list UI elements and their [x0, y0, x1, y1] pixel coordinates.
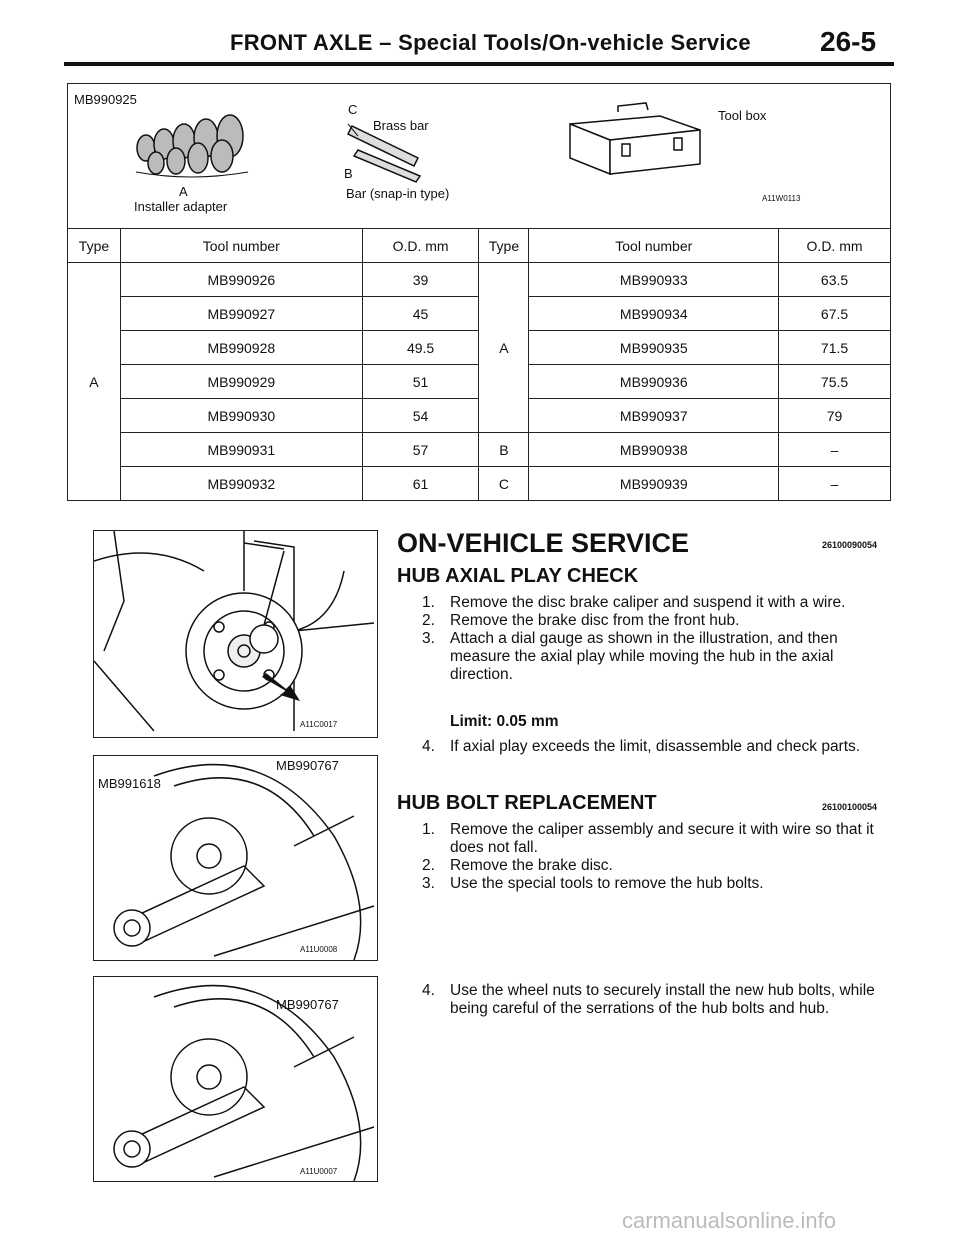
tool-number-cell: MB990937 — [529, 399, 779, 433]
fig2-code: A11U0008 — [300, 945, 338, 954]
header-tool-number: Tool number — [120, 229, 362, 263]
tools-figure-code: A11W0113 — [762, 194, 801, 203]
tool-size-table — [67, 228, 891, 501]
tool-number-cell: MB990927 — [120, 297, 362, 331]
type-cell: C — [479, 467, 529, 501]
od-cell: 67.5 — [779, 297, 891, 331]
tool-number-cell: MB990928 — [120, 331, 362, 365]
hub-bolt-install-figure — [93, 976, 378, 1182]
hub-axial-play-title: HUB AXIAL PLAY CHECK — [397, 565, 639, 587]
hub-bolt-replacement-code: 26100100054 — [822, 802, 878, 812]
hub-bolt-replacement-steps — [422, 821, 894, 893]
bar-letter: B — [344, 166, 353, 181]
od-cell: 39 — [362, 263, 479, 297]
list-item — [422, 875, 894, 893]
tool-box-illustration — [550, 98, 710, 178]
step-number: 4. — [422, 738, 435, 755]
tool-number-cell: MB990935 — [529, 331, 779, 365]
tool-number-cell: MB990931 — [120, 433, 362, 467]
list-item — [422, 982, 894, 1018]
hub-axial-play-steps — [422, 594, 894, 684]
bar-label: Bar (snap-in type) — [346, 186, 450, 201]
hub-bolt-replacement-step4 — [422, 982, 894, 1018]
list-item — [422, 594, 894, 612]
od-cell: 75.5 — [779, 365, 891, 399]
list-item — [422, 821, 894, 857]
od-cell: 54 — [362, 399, 479, 433]
type-cell: B — [479, 433, 529, 467]
table-row — [68, 433, 891, 467]
brass-bar-letter: C — [348, 102, 358, 117]
fig2-label-left: MB991618 — [98, 776, 161, 791]
hub-bolt-removal-figure — [93, 755, 378, 961]
od-cell: 45 — [362, 297, 479, 331]
od-cell: – — [779, 433, 891, 467]
type-cell: A — [68, 263, 121, 501]
fig1-code: A11C0017 — [300, 720, 338, 729]
od-cell: 61 — [362, 467, 479, 501]
list-item — [422, 857, 894, 875]
tool-number-cell: MB990930 — [120, 399, 362, 433]
step-text: If axial play exceeds the limit, disassemble and check parts. — [450, 738, 861, 755]
od-cell: 63.5 — [779, 263, 891, 297]
od-cell: 51 — [362, 365, 479, 399]
dial-gauge-figure — [93, 530, 378, 738]
od-cell: 49.5 — [362, 331, 479, 365]
page-number: 26-5 — [820, 26, 877, 57]
list-item — [422, 612, 894, 630]
special-tools-panel — [67, 83, 891, 229]
tool-number-cell: MB990933 — [529, 263, 779, 297]
list-item — [422, 630, 894, 684]
page-header-title: FRONT AXLE – Special Tools/On-vehicle Service — [230, 30, 751, 55]
header-od: O.D. mm — [779, 229, 891, 263]
brass-bar-label: Brass bar — [373, 118, 429, 133]
step-number: 1. — [422, 821, 435, 838]
tool-number-cell: MB990936 — [529, 365, 779, 399]
header-tool-number: Tool number — [529, 229, 779, 263]
fig2-label-right: MB990767 — [276, 758, 339, 773]
od-cell: 57 — [362, 433, 479, 467]
step-text: Remove the disc brake caliper and suspend it with a wire. — [450, 594, 846, 611]
bar-illustration — [338, 114, 438, 184]
installer-letter: A — [179, 184, 188, 199]
tool-number-cell: MB990932 — [120, 467, 362, 501]
step-text: Remove the caliper assembly and secure it with wire so that it does not fall. — [450, 821, 874, 856]
watermark-text: carmanualsonline.info — [622, 1208, 837, 1233]
step-number: 3. — [422, 875, 435, 892]
installer-label: Installer adapter — [134, 199, 228, 214]
type-cell: A — [479, 263, 529, 433]
header-type: Type — [479, 229, 529, 263]
service-section-code: 26100090054 — [822, 540, 878, 550]
mb-number-label: MB990925 — [74, 92, 137, 107]
service-section-title: ON-VEHICLE SERVICE — [397, 528, 690, 558]
od-cell: 71.5 — [779, 331, 891, 365]
table-row — [68, 467, 891, 501]
tool-number-cell: MB990938 — [529, 433, 779, 467]
tool-number-cell: MB990926 — [120, 263, 362, 297]
hub-axial-play-step4 — [422, 738, 894, 756]
step-number: 2. — [422, 857, 435, 874]
header-od: O.D. mm — [362, 229, 479, 263]
fig3-label-right: MB990767 — [276, 997, 339, 1012]
header-type: Type — [68, 229, 121, 263]
step-text: Use the wheel nuts to securely install the new hub bolts, while being careful of the serrations of the hub bolts and hub. — [450, 982, 875, 1017]
step-number: 1. — [422, 594, 435, 611]
list-item — [422, 738, 894, 756]
hub-bolt-replacement-title: HUB BOLT REPLACEMENT — [397, 792, 657, 814]
tool-number-cell: MB990939 — [529, 467, 779, 501]
table-header-row — [68, 229, 891, 263]
table-row — [68, 263, 891, 297]
fig3-code: A11U0007 — [300, 1167, 338, 1176]
step-text: Use the special tools to remove the hub bolts. — [450, 875, 764, 892]
step-number: 4. — [422, 982, 435, 999]
od-cell: 79 — [779, 399, 891, 433]
step-number: 2. — [422, 612, 435, 629]
tool-number-cell: MB990934 — [529, 297, 779, 331]
tool-number-cell: MB990929 — [120, 365, 362, 399]
step-text: Remove the brake disc from the front hub. — [450, 612, 740, 629]
step-text: Remove the brake disc. — [450, 857, 613, 874]
header-rule — [64, 62, 894, 66]
limit-value: Limit: 0.05 mm — [450, 713, 559, 730]
step-text: Attach a dial gauge as shown in the illustration, and then measure the axial play while moving the hub in the axial direction. — [450, 630, 838, 683]
installer-adapter-illustration — [126, 108, 256, 183]
tool-box-label: Tool box — [718, 108, 767, 123]
step-number: 3. — [422, 630, 435, 647]
dial-gauge-illustration — [94, 531, 377, 737]
od-cell: – — [779, 467, 891, 501]
